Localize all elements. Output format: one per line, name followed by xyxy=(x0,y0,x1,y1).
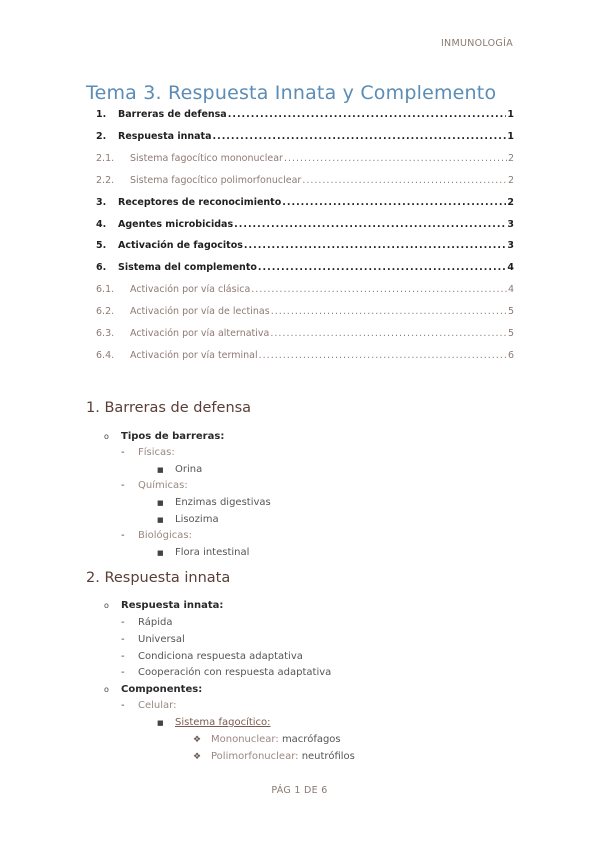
toc-entry-page: 4 xyxy=(507,284,514,296)
toc-entry-number: 2. xyxy=(96,130,107,142)
toc-entry-label: Sistema fagocítico mononuclear xyxy=(130,152,283,164)
toc-entry-label: Sistema del complemento xyxy=(118,262,257,274)
toc-leader-dots xyxy=(258,262,506,273)
square-bullet-icon: ■ xyxy=(157,499,164,507)
bullet-celular: - Celular: xyxy=(121,700,177,711)
toc-entry-label: Receptores de reconocimiento xyxy=(118,196,282,208)
dash-bullet-icon: - xyxy=(121,700,125,711)
square-bullet-icon: ■ xyxy=(157,719,164,727)
bullet-quimicas: - Químicas: xyxy=(121,480,188,491)
toc-entry-number: 6. xyxy=(96,262,107,274)
bullet-lisozima: ■ Lisozima xyxy=(157,514,219,525)
dash-bullet-icon: - xyxy=(121,634,125,645)
circle-bullet-icon: o xyxy=(104,685,109,694)
toc-entry[interactable] xyxy=(96,175,514,191)
bullet-tipos: o Tipos de barreras: xyxy=(104,431,225,442)
circle-bullet-icon: o xyxy=(104,432,109,441)
toc-leader-dots xyxy=(271,306,507,317)
toc-entry-label: Activación por vía terminal xyxy=(130,349,258,361)
toc-entry-page: 5 xyxy=(507,306,514,318)
dash-bullet-icon: - xyxy=(121,617,125,628)
toc-entry[interactable] xyxy=(96,131,514,147)
bullet-mononuclear: ❖ Mononuclear: macrófagos xyxy=(193,734,341,745)
toc-entry-number: 6.1. xyxy=(96,284,115,296)
bullet-cooperacion: - Cooperación con respuesta adaptativa xyxy=(121,667,332,678)
toc-entry-page: 2 xyxy=(507,174,514,186)
circle-bullet-icon: o xyxy=(104,601,109,610)
bullet-componentes: o Componentes: xyxy=(104,684,203,695)
toc-entry-number: 6.3. xyxy=(96,328,115,339)
square-bullet-icon: ■ xyxy=(157,516,164,524)
toc-entry-page: 6 xyxy=(507,349,514,361)
bullet-biologicas: - Biológicas: xyxy=(121,530,192,541)
toc-entry-label: Sistema fagocítico polimorfonuclear xyxy=(130,174,302,186)
toc-leader-dots xyxy=(244,240,506,251)
dash-bullet-icon: - xyxy=(121,447,125,458)
square-bullet-icon: ■ xyxy=(157,549,164,557)
diamond-bullet-icon: ❖ xyxy=(193,735,202,745)
toc-leader-dots xyxy=(251,284,507,295)
toc-entry-page: 3 xyxy=(507,218,514,230)
toc-entry-label: Agentes microbicidas xyxy=(118,218,234,230)
page-footer: PÁG 1 DE 6 xyxy=(271,785,328,796)
toc-entry-number: 2.1. xyxy=(96,152,115,164)
toc-entry[interactable] xyxy=(96,240,514,256)
bullet-respuesta-innata: o Respuesta innata: xyxy=(104,600,224,611)
toc-entry-page: 3 xyxy=(507,240,514,252)
toc-entry-page: 5 xyxy=(507,328,514,339)
toc-entry[interactable] xyxy=(96,109,514,125)
toc-leader-dots xyxy=(282,197,506,208)
toc-entry-number: 3. xyxy=(96,196,107,208)
toc-entry-number: 5. xyxy=(96,240,107,252)
bullet-fisicas: - Físicas: xyxy=(121,447,175,458)
toc-leader-dots xyxy=(228,109,507,120)
toc-entry-label: Activación de fagocitos xyxy=(118,240,243,252)
bullet-flora: ■ Flora intestinal xyxy=(157,547,250,558)
toc-entry-label: Activación por vía de lectinas xyxy=(130,306,270,318)
dash-bullet-icon: - xyxy=(121,651,125,662)
toc-entry-number: 2.2. xyxy=(96,174,115,186)
section-heading-respuesta: 2. Respuesta innata xyxy=(86,570,231,586)
toc-leader-dots xyxy=(259,350,507,361)
diamond-bullet-icon: ❖ xyxy=(193,752,202,762)
toc-entry-label: Respuesta innata xyxy=(118,130,212,142)
square-bullet-icon: ■ xyxy=(157,466,164,474)
toc-entry-page: 2 xyxy=(507,152,514,164)
bullet-rapida: - Rápida xyxy=(121,617,173,628)
bullet-sistema-fagocitico: ■ Sistema fagocítico: xyxy=(157,717,271,728)
toc-entry-page: 2 xyxy=(507,196,514,208)
toc-leader-dots xyxy=(284,153,507,164)
toc-entry-label: Activación por vía clásica xyxy=(130,284,251,296)
toc-entry[interactable] xyxy=(96,153,514,169)
toc-entry[interactable] xyxy=(96,219,514,235)
toc-entry[interactable] xyxy=(96,350,514,366)
document-title: Tema 3. Respuesta Innata y Complemento xyxy=(86,82,497,104)
toc-leader-dots xyxy=(234,219,506,230)
toc-entry[interactable] xyxy=(96,262,514,278)
toc-entry[interactable] xyxy=(96,306,514,322)
bullet-condiciona: - Condiciona respuesta adaptativa xyxy=(121,651,303,662)
toc-entry[interactable] xyxy=(96,197,514,213)
bullet-universal: - Universal xyxy=(121,634,185,645)
toc-leader-dots xyxy=(302,175,507,186)
toc-entry-number: 6.4. xyxy=(96,349,115,361)
toc-leader-dots xyxy=(270,328,507,339)
toc-entry-number: 4. xyxy=(96,218,107,230)
dash-bullet-icon: - xyxy=(121,530,125,541)
bullet-enzimas: ■ Enzimas digestivas xyxy=(157,497,271,508)
toc-entry-number: 6.2. xyxy=(96,306,115,318)
dash-bullet-icon: - xyxy=(121,480,125,491)
toc-entry[interactable] xyxy=(96,328,514,344)
dash-bullet-icon: - xyxy=(121,667,125,678)
toc-entry[interactable] xyxy=(96,284,514,300)
toc-leader-dots xyxy=(212,131,506,142)
toc-entry-page: 1 xyxy=(507,109,514,120)
bullet-orina: ■ Orina xyxy=(157,464,203,475)
toc-entry-page: 1 xyxy=(507,130,514,142)
toc-entry-number: 1. xyxy=(96,109,107,120)
bullet-polimorfonuclear: ❖ Polimorfonuclear: neutrófilos xyxy=(193,751,355,762)
toc-entry-label: Activación por vía alternativa xyxy=(130,328,270,339)
section-heading-barreras: 1. Barreras de defensa xyxy=(86,400,252,416)
running-header: INMUNOLOGÍA xyxy=(440,38,513,49)
toc-entry-label: Barreras de defensa xyxy=(118,109,227,120)
toc-entry-page: 4 xyxy=(507,262,514,274)
